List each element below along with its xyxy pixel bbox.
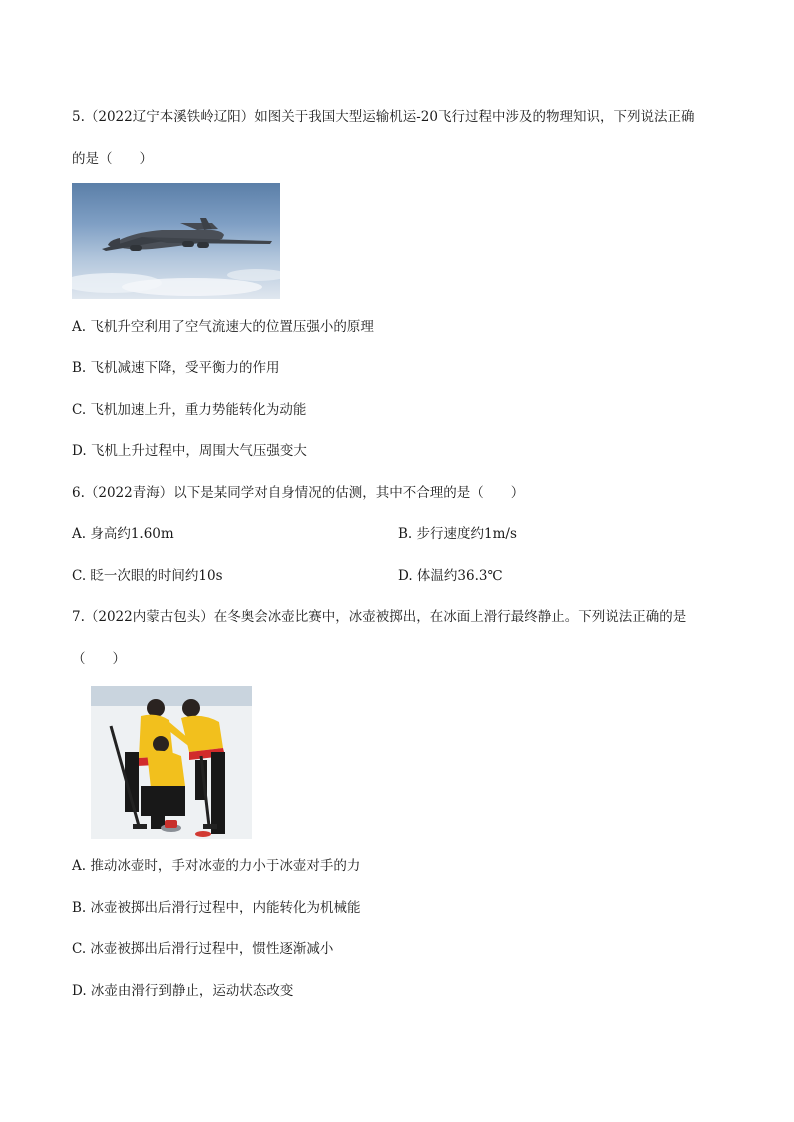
q5-option-c: C. 飞机加速上升，重力势能转化为动能	[72, 402, 307, 418]
airplane-photo	[72, 183, 280, 299]
q5-stem: 5.（2022辽宁本溪铁岭辽阳）如图关于我国大型运输机运-20飞行过程中涉及的物理知识，下列说法正确	[72, 109, 695, 125]
q6-option-b: B. 步行速度约1m/s	[398, 526, 517, 542]
q7-stem: 7.（2022内蒙古包头）在冬奥会冰壶比赛中，冰壶被掷出，在冰面上滑行最终静止。下列说法正确的是	[72, 609, 687, 625]
q6-option-a: A. 身高约1.60m	[72, 526, 174, 542]
q6-option-c: C. 眨一次眼的时间约10s	[72, 568, 223, 584]
airplane-illustration	[72, 183, 280, 299]
q7-option-b: B. 冰壶被掷出后滑行过程中，内能转化为机械能	[72, 900, 361, 916]
q7-option-d: D. 冰壶由滑行到静止，运动状态改变	[72, 983, 294, 999]
q7-option-a: A. 推动冰壶时，手对冰壶的力小于冰壶对手的力	[72, 858, 361, 874]
q6-stem: 6.（2022青海）以下是某同学对自身情况的估测，其中不合理的是（ ）	[72, 485, 525, 501]
q7-option-c: C. 冰壶被掷出后滑行过程中，惯性逐渐减小	[72, 941, 334, 957]
curling-illustration	[91, 686, 252, 839]
q5-option-a: A. 飞机升空利用了空气流速大的位置压强小的原理	[72, 319, 374, 335]
q5-option-d: D. 飞机上升过程中，周围大气压强变大	[72, 443, 307, 459]
q6-option-d: D. 体温约36.3℃	[398, 568, 503, 584]
curling-photo	[91, 686, 252, 839]
q7-stem-continued: （ ）	[72, 651, 126, 667]
q5-option-b: B. 飞机减速下降，受平衡力的作用	[72, 360, 280, 376]
q5-stem-continued: 的是（ ）	[72, 151, 153, 167]
